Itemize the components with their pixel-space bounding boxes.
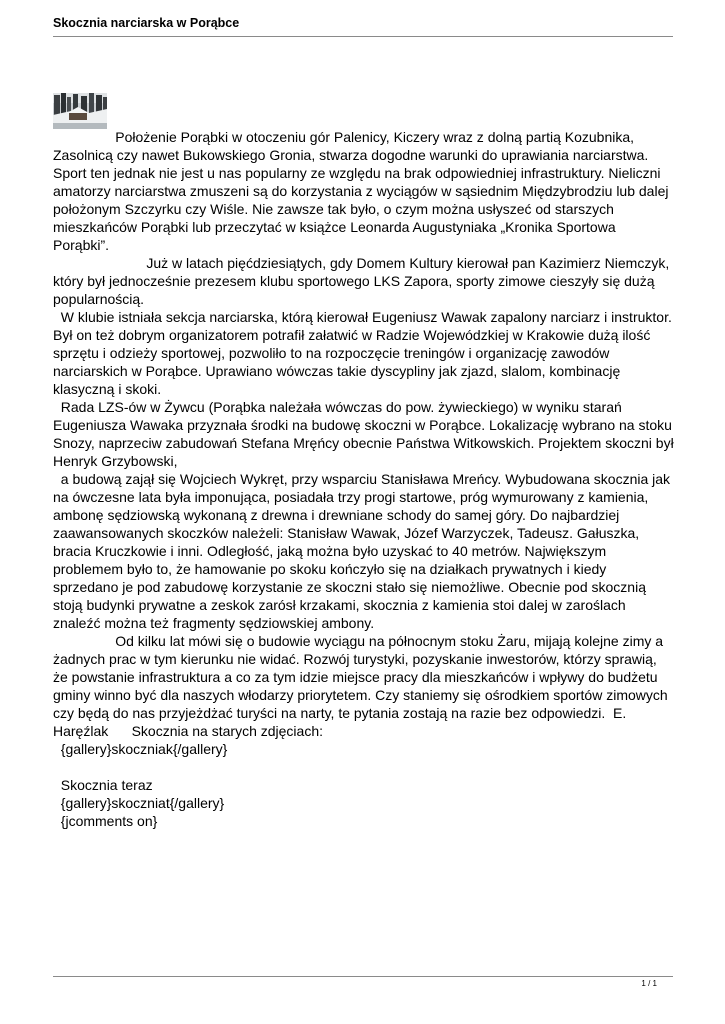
blank-line xyxy=(53,758,675,776)
page-header xyxy=(53,15,673,31)
page-title: Skocznia narciarska w Porąbce xyxy=(53,16,240,30)
footer-divider xyxy=(53,976,673,977)
ski-jump-photo-thumbnail xyxy=(53,93,107,129)
page-number: 1 / 1 xyxy=(641,979,657,988)
article-paragraph: a budową zajął się Wojciech Wykręt, przy wsparciu Stanisława Mreńcy. Wybudowana skocznia jak na ówczesne lata była imponująca, posiadała trzy progi startowe, próg wymurowany z kamienia, ambonę sędziowską wykonaną z drewna i drewniane schody do samej góry. Do najbardziej zaawansowanych skoczków należeli: Stanisław Wawak, Józef Warzyczek, Tadeusz. Gałuszka, bracia Kruczkowie i inni. Odległość, jaką można było uzyskać to 40 metrów. Największym problemem było to, że hamowanie po skoku kończyło się na działkach prywatnych i kiedy sprzedano je pod zabudowę korzystanie ze skoczni stało się niemożliwe. Obecnie pod skocznią stoją budynki prywatne a zeskok zarósł krzakami, skocznia z kamienia stoi dalej w zaroślach znaleźć można też fragmenty sędziowskiej ambony. xyxy=(53,471,671,631)
header-divider xyxy=(53,36,673,37)
gallery-now-placeholder: {gallery}skoczniat{/gallery} xyxy=(53,795,225,811)
article-paragraph: W klubie istniała sekcja narciarska, którą kierował Eugeniusz Wawak zapalony narciarz i instruktor. Był on też dobrym organizatorem potrafił załatwić w Radzie Wojewódzkiej w Krakowie dużą ilość sprzętu i odzieży sportowej, pozwoliło to na rozpoczęcie treningów i organizację zawodów narciarskich w Porąbce. Uprawiano wówczas takie dyscypliny jak zjazd, slalom, kombinację klasyczną i skoki. xyxy=(53,309,672,397)
article-paragraph: Już w latach pięćdziesiątych, gdy Domem Kultury kierował pan Kazimierz Niemczyk, który był jednocześnie prezesem klubu sportowego LKS Zapora, sporty zimowe cieszyły się dużą popularnością. xyxy=(53,255,670,307)
article-paragraph: Od kilku lat mówi się o budowie wyciągu na północnym stoku Żaru, mijają kolejne zimy a żadnych prac w tym kierunku nie widać. Rozwój turystyki, pozyskanie inwestorów, którzy sprawią, że powstanie infrastruktura a co za tym idzie miejsce pracy dla mieszkańców i wpływy do budżetu gminy winno być dla naszych włodarzy priorytetem. Czy staniemy się ośrodkiem sportów zimowych czy będą do nas przyjeżdżać turyści na narty, te pytania zostają na razie bez odpowiedzi. E. Haręźlak Skocznia na starych zdjęciach: xyxy=(53,633,668,739)
gallery-now-heading: Skocznia teraz xyxy=(53,777,153,793)
article-paragraph: Położenie Porąbki w otoczeniu gór Palenicy, Kiczery wraz z dolną partią Kozubnika, Zasolnicą czy nawet Bukowskiego Gronia, stwarza dogodne warunki do uprawiania narciarstwa. Sport ten jednak nie jest u nas popularny ze względu na brak odpowiedniej infrastruktury. Nieliczni amatorzy narciarstwa zmuszeni są do korzystania z wyciągów w sąsiednim Międzybrodziu lub dalej położonym Szczyrku czy Wiśle. Nie zawsze tak było, o czym można usłyszeć od starszych mieszkańców Porąbki lub przeczytać w książce Leonarda Augustyniaka „Kronika Sportowa Porąbki”. xyxy=(53,129,669,253)
article-paragraph: Rada LZS-ów w Żywcu (Porąbka należała wówczas do pow. żywieckiego) w wyniku starań Eugeniusza Wawaka przyznała środki na budowę skoczni w Porąbce. Lokalizację wybrano na stoku Snozy, naprzeciw zabudowań Stefana Mręńcy obecnie Państwa Witkowskich. Projektem skoczni był Henryk Grzybowski, xyxy=(53,399,674,469)
article-body xyxy=(53,128,675,830)
comments-placeholder: {jcomments on} xyxy=(53,813,158,829)
gallery-old-placeholder: {gallery}skoczniak{/gallery} xyxy=(53,741,228,757)
